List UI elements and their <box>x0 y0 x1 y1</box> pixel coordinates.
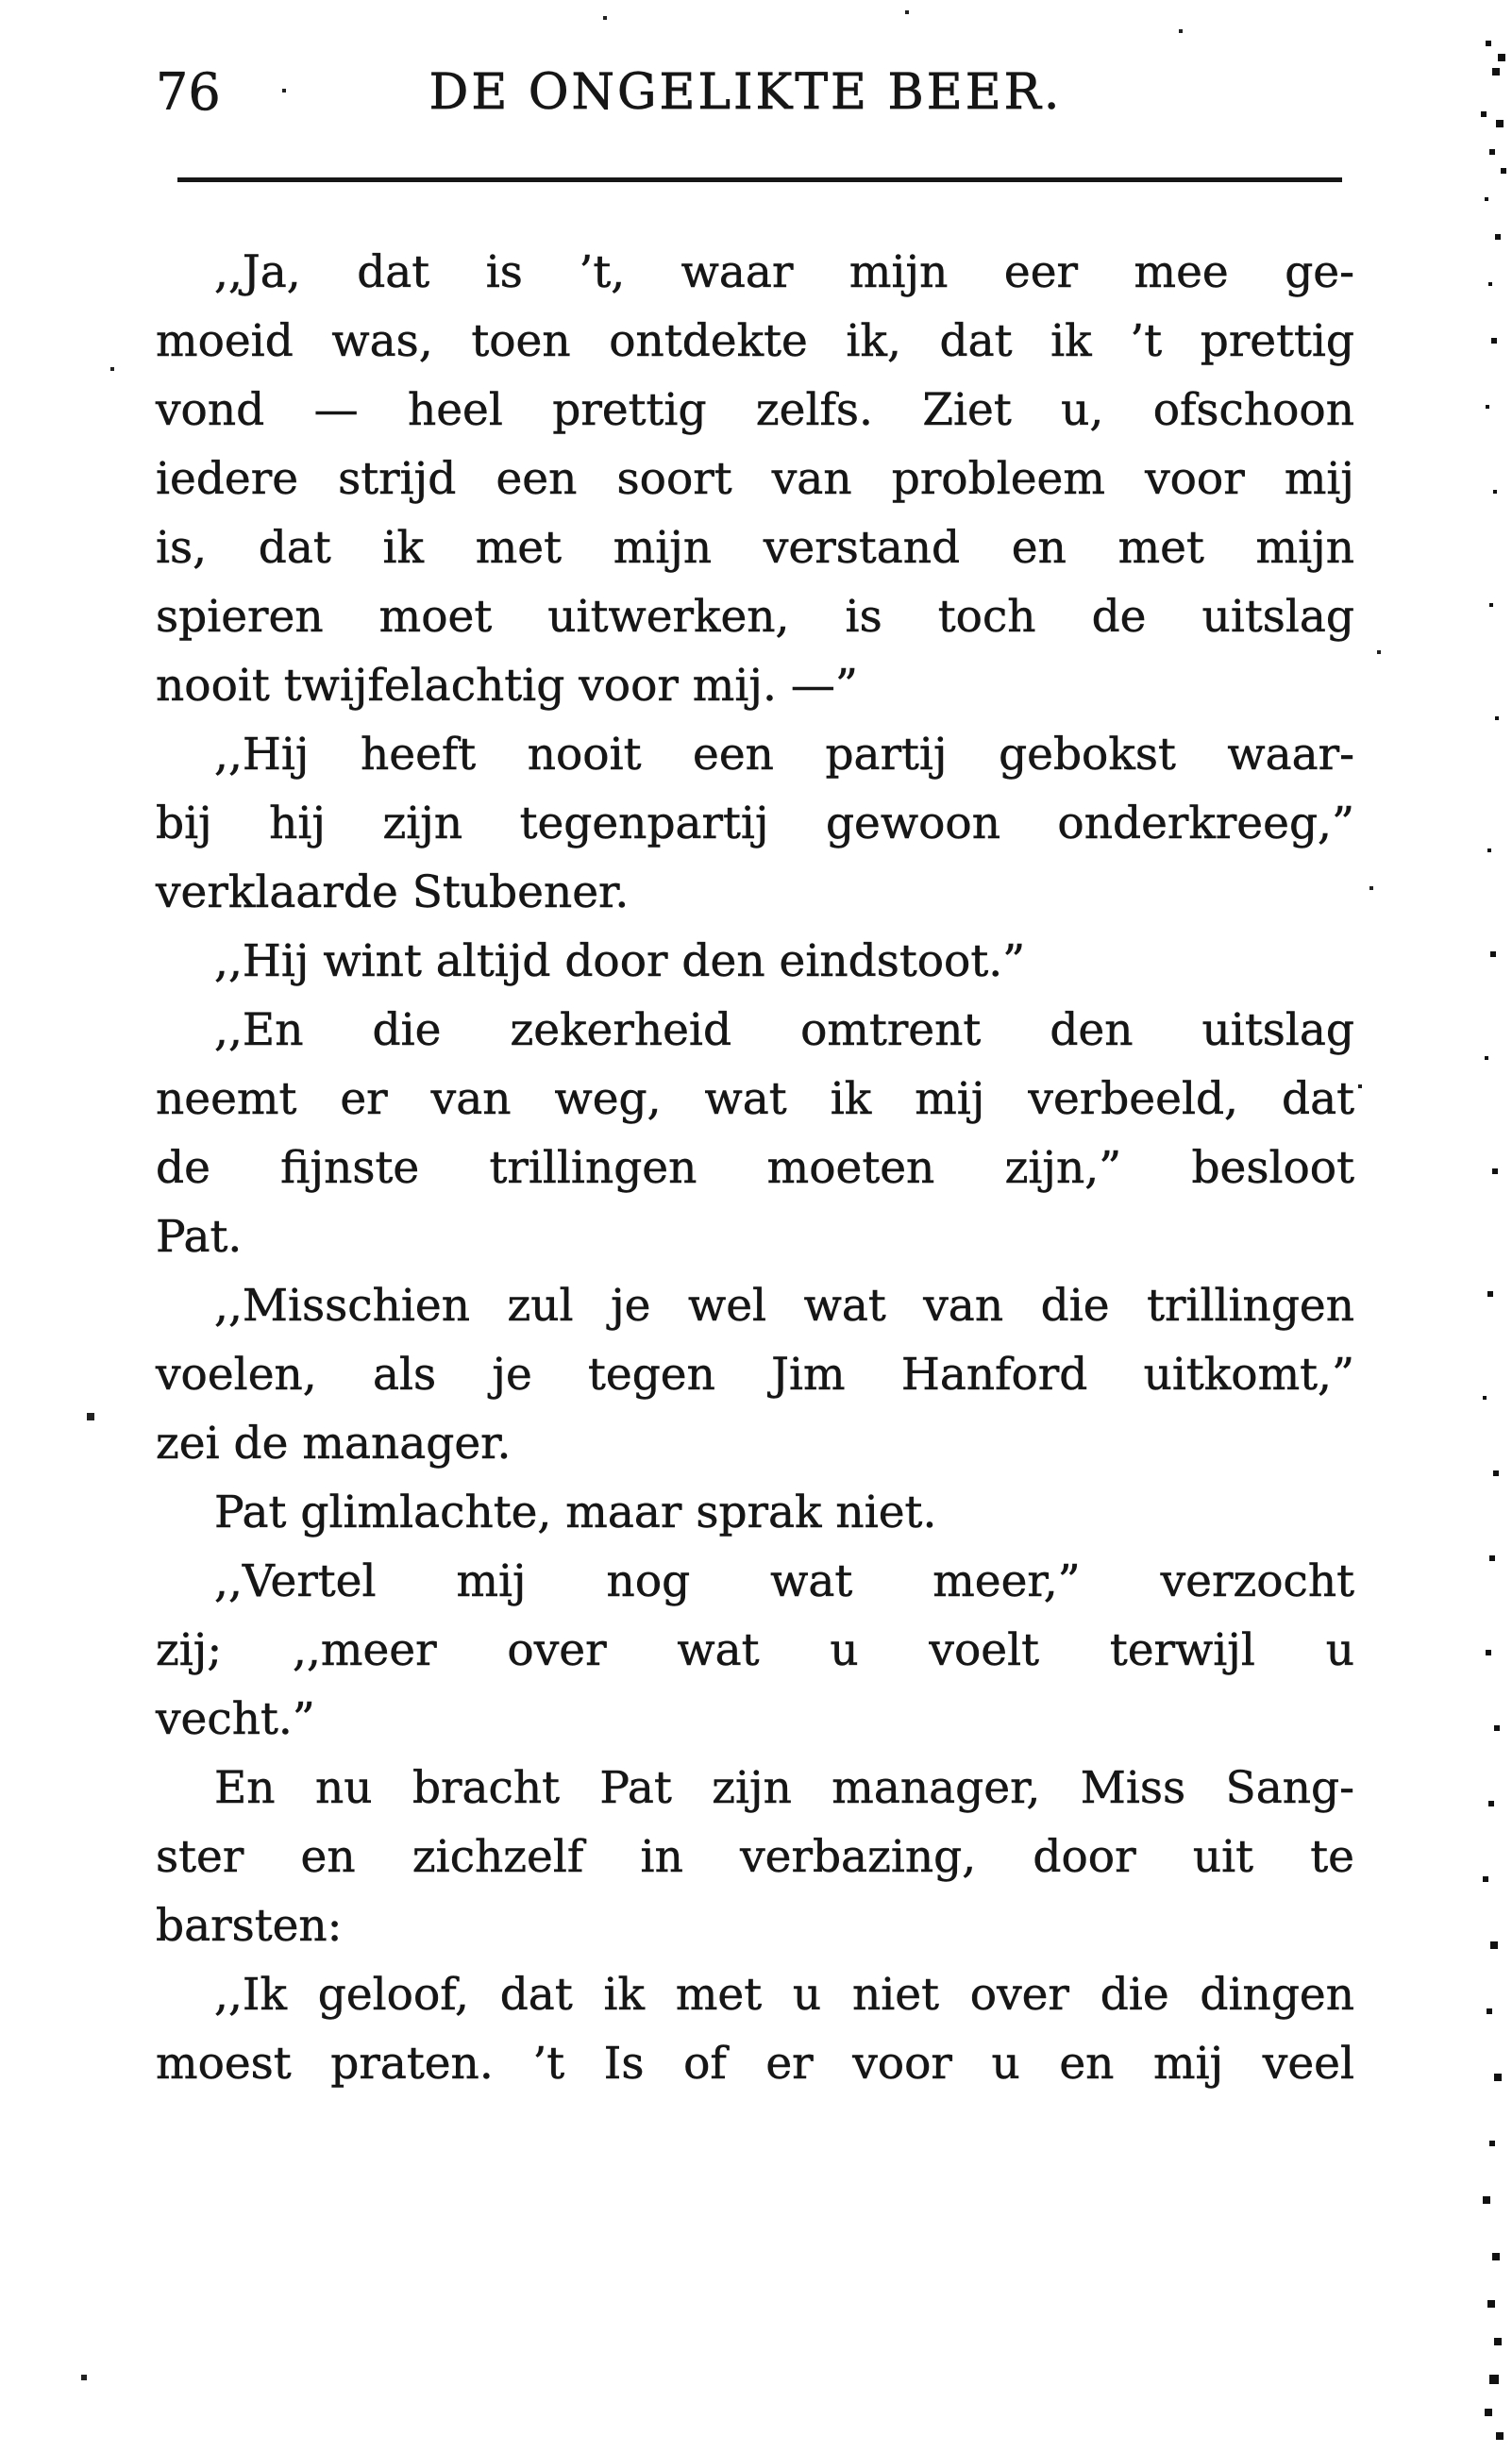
text-line: ,,Misschien zul je wel wat van die trillingen <box>214 1280 1354 1332</box>
text-line: neemt er van weg, wat ik mij verbeeld, dat <box>156 1073 1354 1125</box>
text-line: ,,Vertel mij nog wat meer,” verzocht <box>214 1555 1354 1607</box>
text-line: Pat. <box>156 1211 243 1263</box>
page-header <box>156 62 1336 122</box>
scan-noise-specks <box>0 0 2 2</box>
text-line: moest praten. ’t Is of er voor u en mij veel <box>156 2038 1354 2090</box>
text-line: zij; ,,meer over wat u voelt terwijl u <box>156 1624 1354 1676</box>
text-line: is, dat ik met mijn verstand en met mijn <box>156 522 1354 574</box>
text-line: verklaarde Stubener. <box>156 866 630 918</box>
text-line: barsten: <box>156 1900 343 1952</box>
header-rule <box>177 177 1342 182</box>
text-line: bij hij zijn tegenpartij gewoon onderkreeg,” <box>156 798 1354 849</box>
text-line: vond — heel prettig zelfs. Ziet u, ofschoon <box>156 384 1354 436</box>
page-number: 76 <box>156 62 221 122</box>
text-line: de fijnste trillingen moeten zijn,” besloot <box>156 1142 1354 1194</box>
text-line: ,,Ik geloof, dat ik met u niet over die dingen <box>214 1969 1354 2021</box>
text-line: voelen, als je tegen Jim Hanford uitkomt,” <box>156 1349 1354 1401</box>
text-line: vecht.” <box>156 1693 315 1745</box>
text-line: En nu bracht Pat zijn manager, Miss Sang- <box>214 1762 1354 1814</box>
text-line: ,,En die zekerheid omtrent den uitslag <box>214 1004 1354 1056</box>
page-title: DE ONGELIKTE BEER. <box>428 64 1063 121</box>
text-line: ,,Hij wint altijd door den eindstoot.” <box>214 935 1026 987</box>
text-line: ,,Hij heeft nooit een partij gebokst waar- <box>214 729 1354 781</box>
text-line: spieren moet uitwerken, is toch de uitslag <box>156 591 1354 643</box>
body-text <box>156 238 1354 2098</box>
text-line: zei de manager. <box>156 1418 512 1470</box>
text-line: nooit twijfelachtig voor mij. —” <box>156 660 858 712</box>
text-line: iedere strijd een soort van probleem voor mij <box>156 453 1354 505</box>
text-line: Pat glimlachte, maar sprak niet. <box>214 1487 937 1538</box>
text-line: ster en zichzelf in verbazing, door uit te <box>156 1831 1354 1883</box>
text-line: moeid was, toen ontdekte ik, dat ik ’t prettig <box>156 315 1354 367</box>
text-line: ,,Ja, dat is ’t, waar mijn eer mee ge- <box>214 246 1354 298</box>
